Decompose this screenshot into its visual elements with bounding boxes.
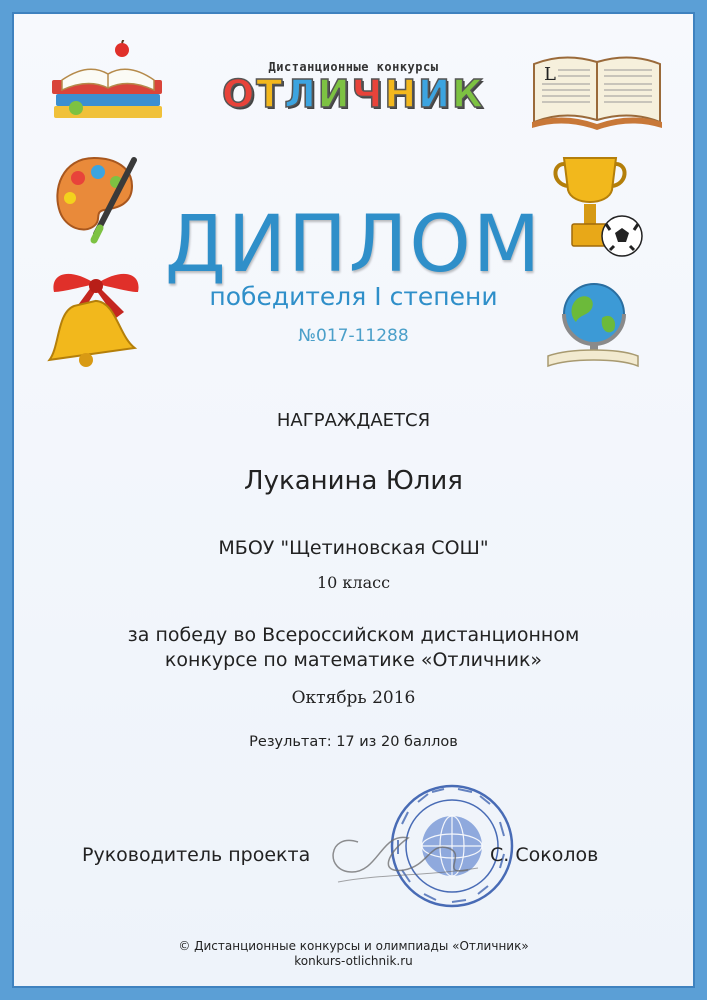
- svg-text:L: L: [544, 64, 556, 85]
- diploma-title: ДИПЛОМ: [164, 200, 543, 290]
- signature-scribble: [318, 812, 488, 892]
- brand-logo-letter: К: [451, 72, 485, 116]
- signature-name: С. Соколов: [490, 844, 599, 866]
- recipient-name: Луканина Юлия: [244, 466, 463, 496]
- brand-logo: [0, 72, 707, 116]
- grade-text: 10 класс: [316, 573, 391, 592]
- brand-logo-letter: Т: [256, 72, 285, 116]
- school-name: МБОУ "Щетиновская СОШ": [218, 537, 489, 559]
- result-text: Результат: 17 из 20 баллов: [249, 734, 458, 750]
- signature-label: Руководитель проекта: [82, 844, 311, 866]
- reason-line-1: за победу во Всероссийском дистанционном: [127, 624, 580, 646]
- diploma-subtitle: победителя I степени: [209, 282, 498, 311]
- footer-copyright: © Дистанционные конкурсы и олимпиады «Отличник»: [178, 939, 529, 953]
- brand-logo-letter: И: [418, 72, 452, 116]
- brand-subtitle: Дистанционные конкурсы: [268, 60, 439, 74]
- footer-site: konkurs-otlichnik.ru: [294, 954, 413, 968]
- brand-logo-letter: Л: [284, 72, 318, 116]
- awarded-label: НАГРАЖДАЕТСЯ: [276, 410, 431, 431]
- brand-logo-letter: И: [317, 72, 352, 116]
- reason-line-2: конкурсе по математике «Отличник»: [164, 649, 543, 671]
- diploma-number: №017-11288: [298, 326, 409, 346]
- brand-logo-letter: Ч: [351, 72, 385, 116]
- diploma-date: Октябрь 2016: [291, 688, 416, 708]
- brand-logo-letter: О: [221, 72, 257, 116]
- brand-logo-letter: Н: [384, 72, 419, 116]
